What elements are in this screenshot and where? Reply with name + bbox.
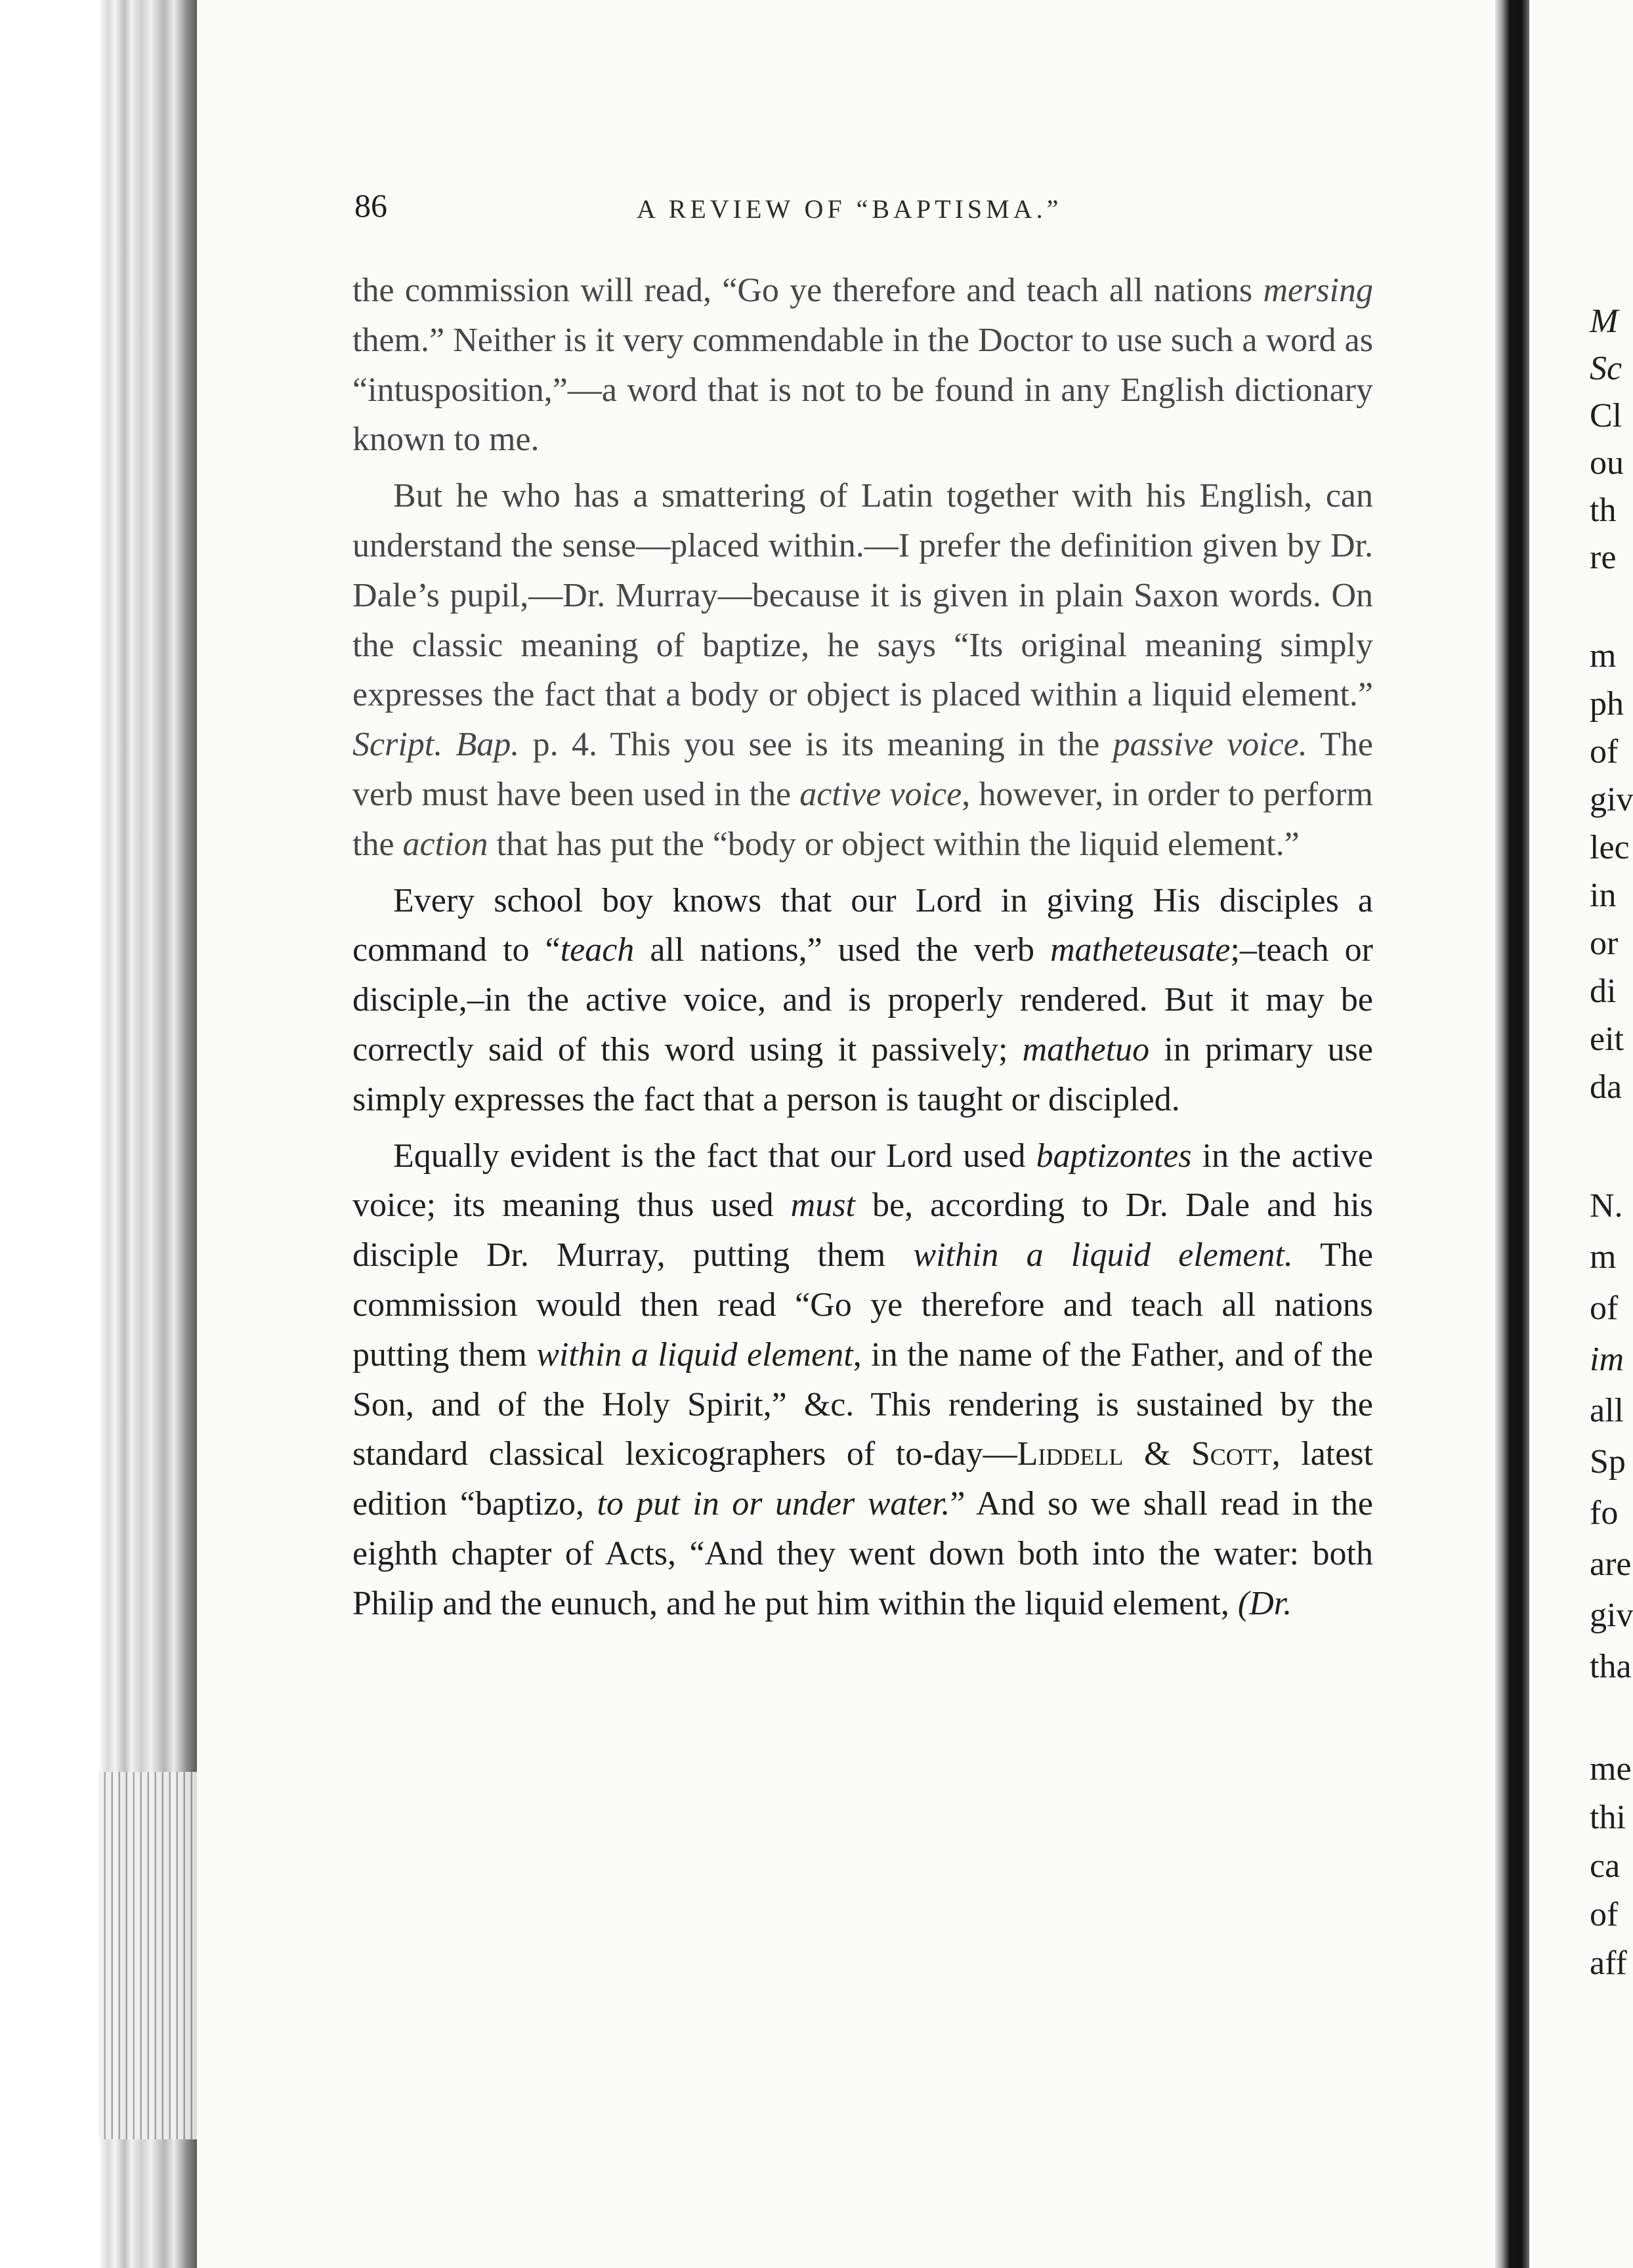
text-run: them.” Neither is it very commendable in the Doctor to use such a word as “intusposition,”—a word that is not to be found in any English dictionary known to me. bbox=[352, 321, 1373, 459]
italic-term: active voice bbox=[799, 775, 962, 813]
facing-line: tha bbox=[1590, 1648, 1632, 1685]
facing-line: or bbox=[1590, 925, 1619, 962]
text-run: p. 4. This you see is its meaning in the bbox=[519, 726, 1113, 764]
facing-line: are bbox=[1590, 1545, 1632, 1583]
paragraph bbox=[352, 266, 1373, 465]
facing-line: thi bbox=[1590, 1799, 1626, 1836]
italic-term: baptizontes bbox=[1036, 1137, 1192, 1175]
italic-term: (Dr. bbox=[1237, 1584, 1292, 1622]
italic-term: must bbox=[790, 1186, 855, 1225]
facing-line: fo bbox=[1590, 1494, 1619, 1532]
italic-term: Script. Bap. bbox=[352, 726, 520, 764]
paragraph bbox=[352, 1131, 1373, 1629]
text-run: Every school boy knows that our Lord in giving His disciples a command to “ bbox=[352, 881, 1373, 969]
italic-term: mathetuo bbox=[1022, 1030, 1150, 1068]
facing-line: re bbox=[1590, 539, 1617, 576]
facing-line: th bbox=[1590, 492, 1617, 529]
facing-line: Sc bbox=[1590, 350, 1622, 387]
facing-line: of bbox=[1590, 1896, 1619, 1933]
facing-line: da bbox=[1590, 1068, 1622, 1106]
facing-line: M bbox=[1590, 303, 1619, 340]
facing-line: me bbox=[1590, 1750, 1632, 1788]
text-run: the commission will read, “Go ye therefore and teach all nations bbox=[352, 272, 1263, 309]
facing-line: ph bbox=[1590, 685, 1624, 723]
facing-line: ca bbox=[1590, 1847, 1621, 1885]
facing-line: of bbox=[1590, 733, 1619, 770]
text-run: , in the name of the Father, and of the Son, and of the Holy Spirit,” &c. This rendering is sustained by the standard classical lexicographers of to-day— bbox=[352, 1335, 1373, 1473]
small-caps-name: Scott bbox=[1191, 1435, 1272, 1473]
page-gutter-shadow bbox=[1495, 0, 1529, 2268]
facing-line: eit bbox=[1590, 1020, 1624, 1058]
page-stack-edge bbox=[98, 1772, 197, 2139]
paragraph bbox=[352, 876, 1373, 1125]
text-run: in the active voice; its meaning thus used bbox=[352, 1137, 1373, 1225]
facing-line: Sp bbox=[1590, 1443, 1626, 1480]
text-run: all nations,” used the verb bbox=[634, 931, 1051, 969]
text-run: be, according to Dr. Dale and his disciple Dr. Murray, putting them bbox=[352, 1186, 1373, 1274]
text-run: But he who has a smattering of Latin together with his English, can understand the sense—placed within.—I prefer the definition given by Dr. Dale’s pupil,—Dr. Murray—because it is given in plain Saxon words. On the classic meaning of baptize, he says “Its original meaning simply expresses the fact that a body or object is placed within a liquid element.” bbox=[352, 477, 1373, 714]
italic-term: teach bbox=[560, 931, 635, 969]
facing-line: lec bbox=[1590, 829, 1630, 866]
facing-line: m bbox=[1590, 637, 1617, 675]
facing-line: Cl bbox=[1590, 397, 1622, 434]
facing-line: im bbox=[1590, 1341, 1624, 1378]
paragraph bbox=[352, 471, 1373, 869]
body-text bbox=[352, 266, 1373, 1629]
italic-term: passive voice. bbox=[1113, 726, 1307, 764]
facing-line: N. bbox=[1590, 1187, 1623, 1225]
text-run: ;–teach or disciple,–in the active voice, and is properly rendered. But it may be correctly said of this word using it passively; bbox=[352, 931, 1373, 1068]
page-number: 86 bbox=[354, 187, 387, 224]
italic-term: to put in or under water. bbox=[597, 1485, 950, 1523]
text-run: The verb must have been used in the bbox=[352, 726, 1374, 813]
facing-line: aff bbox=[1590, 1944, 1627, 1982]
facing-line: of bbox=[1590, 1290, 1619, 1327]
facing-line: all bbox=[1590, 1392, 1624, 1429]
text-run: Equally evident is the fact that our Lord used bbox=[393, 1137, 1036, 1175]
facing-line: di bbox=[1590, 973, 1617, 1010]
text-run: that has put the “body or object within the liquid element.” bbox=[488, 825, 1300, 863]
facing-line: m bbox=[1590, 1238, 1617, 1276]
text-run: , latest edition “baptizo, bbox=[352, 1435, 1373, 1523]
italic-term: action bbox=[402, 825, 488, 863]
facing-line: in bbox=[1590, 877, 1617, 914]
italic-term: matheteusate bbox=[1050, 931, 1231, 969]
facing-page bbox=[1529, 0, 1633, 2268]
text-run: in primary use simply expresses the fact that a person is taught or discipled. bbox=[352, 1030, 1374, 1118]
text-run: & bbox=[1123, 1435, 1191, 1473]
small-caps-name: Liddell bbox=[1017, 1435, 1124, 1473]
italic-term: within a liquid element bbox=[536, 1335, 853, 1374]
text-run: The commission would then read “Go ye therefore and teach all nations putting them bbox=[352, 1236, 1373, 1374]
facing-line: giv bbox=[1590, 781, 1633, 818]
facing-line: giv bbox=[1590, 1597, 1633, 1634]
italic-term: within a liquid element. bbox=[913, 1236, 1293, 1274]
text-run: ” And so we shall read in the eighth chapter of Acts, “And they went down both into the water: both Philip and the eunuch, and he put him within the liquid element, bbox=[352, 1485, 1373, 1622]
text-run: , however, in order to perform the bbox=[352, 775, 1374, 863]
facing-line: ou bbox=[1590, 444, 1624, 482]
running-header bbox=[0, 186, 1633, 232]
running-title: A REVIEW OF “BAPTISMA.” bbox=[637, 194, 1063, 224]
italic-term: mersing bbox=[1263, 272, 1373, 309]
